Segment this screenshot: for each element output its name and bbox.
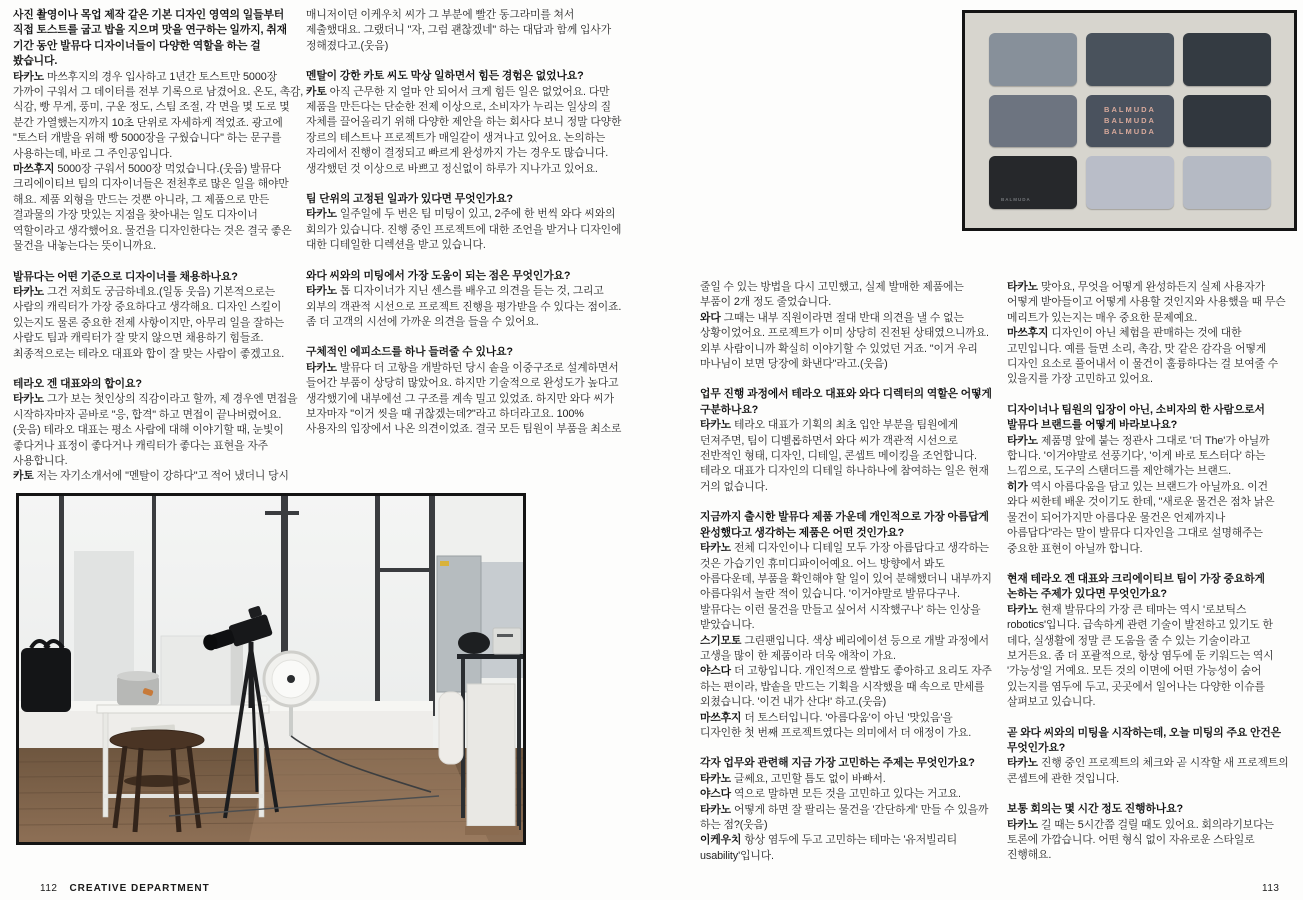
speaker-name: 타카노 — [1007, 281, 1038, 293]
interview-paragraph: 타카노 맞아요, 무엇을 어떻게 완성하든지 실제 사용자가 어떻게 받아들이고 어떻게 사용할 것인지와 사용했을 때 무슨 메리트가 있는지는 매우 중요한 문제예요. — [1007, 281, 1286, 324]
interview-question: 보통 회의는 몇 시간 정도 진행하나요? — [1007, 803, 1183, 816]
interview-paragraph: 타카노 제품명 앞에 붙는 정관사 그대로 '더 The'가 아닐까 합니다. '이거야말로 선풍기다', '이게 바로 토스터다' 하는 느낌으로, 도구의 스탠더드를 제안해가는 브랜드. — [1007, 434, 1270, 478]
color-sample-card — [989, 156, 1077, 209]
card-brand-label: BALMUDA — [1104, 127, 1156, 137]
footer-left — [40, 883, 210, 894]
color-sample-card — [1183, 156, 1271, 209]
interview-paragraph: 타카노 진행 중인 프로젝트의 체크와 곧 시작할 새 프로젝트의 콘셉트에 관한 것입니다. — [1007, 757, 1289, 785]
studio-photo — [16, 493, 526, 845]
cooking-pot — [117, 671, 159, 705]
rice-cooker — [458, 632, 490, 654]
sample-card-grid — [989, 33, 1271, 209]
speaker-name: 타카노 — [700, 419, 731, 432]
speaker-name: 타카노 — [700, 803, 731, 816]
interview-paragraph: 타카노 마쓰후지의 경우 입사하고 1년간 토스트만 5000장 가까이 구워서 그 데이터를 전부 기록으로 남겼어요. 온도, 촉감, 식감, 빵 무게, 풍미, 구운 정도, 스팀 조절, 각 면을 몇 도로 몇 분간 가열했는지까지 10초 단위로 자세하게 적었죠. 광고에 "토스터 개발을 위해 빵 5000장을 구웠습니다" 하는 문구를 사용하는데, 바로 그 주인공입니다. — [13, 70, 304, 160]
card-brand-label-small: BALMUDA — [1001, 197, 1031, 202]
speaker-name: 카토 — [306, 85, 327, 98]
interview-paragraph: 타카노 테라오 대표가 기획의 최초 입안 부분을 팀원에게 던져주면, 팀이 디벨롭하면서 와다 씨가 객관적 시선으로 전반적인 형태, 디자인, 디테일, 콘셉트 메이킹을 조언합니다. 테라오 대표가 디자인의 디테일 하나하나에 참여하는 일은 현재 거의 없습니다. — [700, 419, 989, 493]
lower-wall — [19, 711, 433, 753]
footer-right — [1262, 883, 1279, 894]
card-brand-label: BALMUDA — [1104, 105, 1156, 115]
interview-question: 발뮤다는 어떤 기준으로 디자이너를 채용하나요? — [13, 270, 238, 283]
interview-question: 디자이너나 팀원의 입장이 아닌, 소비자의 한 사람으로서 발뮤다 브랜드를 어떻게 바라보나요? — [1007, 403, 1265, 432]
speaker-name: 타카노 — [13, 70, 44, 83]
speaker-name: 마쓰후지 — [13, 163, 55, 176]
metal-panel — [437, 556, 481, 692]
interview-paragraph: 줄일 수 있는 방법을 다시 고민했고, 실제 발매한 제품에는 부품이 2개 정도 줄었습니다. — [700, 281, 964, 309]
interview-paragraph: 마쓰후지 더 토스터입니다. '아름다움'이 아닌 '맛있음'을 디자인한 첫 번째 프로젝트였다는 의미에서 더 애정이 가요. — [700, 711, 972, 739]
interview-question: 곧 와다 씨와의 미팅을 시작하는데, 오늘 미팅의 주요 안건은 무엇인가요? — [1007, 726, 1282, 754]
interview-paragraph: 타카노 톱 디자이너가 지닌 센스를 배우고 의견을 듣는 것, 그리고 외부의 객관적 시선으로 프로젝트 진행을 평가받을 수 있다는 점이죠. 좀 더 고객의 시선에 가까운 의견을 들을 수 있어요. — [306, 285, 622, 328]
speaker-name: 스기모토 — [700, 634, 742, 647]
interview-paragraph: 사진 촬영이나 목업 제작 같은 기본 디자인 영역의 일들부터 직접 토스트를 굽고 밥을 지으며 맛을 연구하는 일까지, 취재 기간 동안 발뮤다 디자이너들이 다양한 역할을 하는 걸 봤습니다. — [13, 9, 288, 68]
interview-question: 현재 테라오 겐 대표와 크리에이티브 팀이 가장 중요하게 논하는 주제가 있다면 무엇인가요? — [1007, 572, 1265, 601]
speaker-name: 이케우치 — [700, 834, 742, 847]
color-sample-card — [1086, 33, 1174, 86]
white-cylinder — [439, 692, 463, 764]
speaker-name: 타카노 — [700, 542, 731, 555]
interview-paragraph: 와다 그때는 내부 직원이라면 절대 반대 의견을 낼 수 없는 상황이었어요. 프로젝트가 이미 상당히 진전된 상태였으니까요. 외부 사람이니까 확실히 이야기할 수 있었던 거죠. "이거 우리 마나님이 보면 당장에 화낸다"라고.(웃음) — [700, 311, 989, 371]
interview-paragraph: 마쓰후지 디자인이 아닌 체험을 판매하는 것에 대한 고민입니다. 예를 들면 소리, 촉감, 맛 같은 감각을 어떻게 디자인 요소로 풀어내서 이 물건이 훌륭하다는 걸 보여줄 수 있을지를 가장 고민하고 있어요. — [1007, 327, 1279, 386]
speaker-name: 와다 — [700, 311, 721, 324]
interview-paragraph: 스기모토 그린팬입니다. 색상 베리에이션 등으로 개발 과정에서 고생을 많이 한 제품이라 더욱 애착이 가요. — [700, 634, 989, 662]
interview-paragraph: 매니저이던 이케우치 씨가 그 부분에 빨간 동그라미를 쳐서 제출했대요. 그랬더니 "자, 그럼 괜찮겠네" 하는 대답과 함께 입사가 정해졌다고.(웃음) — [306, 9, 612, 52]
color-sample-card — [989, 95, 1077, 148]
studio-photo-illustration — [19, 496, 523, 842]
interview-paragraph: 타카노 글쎄요, 고민할 틈도 없이 바빠서. — [700, 772, 886, 785]
interview-paragraph: 카토 아직 근무한 지 얼마 안 되어서 크게 힘든 일은 없었어요. 다만 제품을 만든다는 단순한 전제 이상으로, 소비자가 누리는 일상의 질 자체를 끌어올리기 위해 다양한 제안을 하는 회사다 보니 정말 다양한 장르의 테스트나 프로젝트가 매일같이 생겨나고 있어요. 논의하는 자리에서 진행이 결정되고 빠르게 완성까지 가는 경우도 많습니다. 생각했던 것 이상으로 바쁘고 정신없이 하루가 지나가고 있어요. — [306, 85, 622, 175]
interview-paragraph: 마쓰후지 5000장 구워서 5000장 먹었습니다.(웃음) 발뮤다 크리에이티브 팀의 디자이너들은 전천후로 많은 일을 해야만 해요. 제품 외형을 만드는 것뿐 아니라, 그 제품으로 만든 결과물의 가장 맛있는 지점을 찾아내는 일도 디자이너 역할이라고 생각했어요. 물건을 디자인한다는 것은 결국 좋은 물건을 내놓는다는 뜻이니까요. — [13, 163, 292, 253]
left-column-1 — [13, 8, 305, 485]
interview-paragraph: 타카노 어떻게 하면 잘 팔리는 물건을 '간단하게' 만들 수 있을까 하는 점?(웃음) — [700, 803, 989, 831]
speaker-name: 타카노 — [306, 361, 337, 374]
interview-paragraph: 타카노 그가 보는 첫인상의 직감이라고 할까, 제 경우엔 면접을 시작하자마자 곧바로 "응, 합격" 하고 면접이 끝나버렸어요.(웃음) 테라오 대표는 평소 사람에 대해 이야기할 때, 눈빛이 좋다거나 표정이 좋다거나 캐릭터가 좋다는 표현을 자주 사용합니다. — [13, 393, 298, 467]
speaker-name: 타카노 — [1007, 757, 1038, 770]
interview-paragraph: 타카노 길 때는 5시간쯤 걸릴 때도 있어요. 회의라기보다는 토론에 가깝습니다. 어떤 형식 없이 자유로운 스타일로 진행해요. — [1007, 818, 1274, 862]
color-sample-card — [1183, 95, 1271, 148]
interview-paragraph: 야스다 역으로 말하면 모든 것을 고민하고 있다는 거고요. — [700, 788, 961, 801]
white-box — [161, 636, 243, 705]
interview-question: 구체적인 에피소드를 하나 들려줄 수 있나요? — [306, 346, 513, 359]
toaster — [493, 628, 521, 654]
interview-question: 멘탈이 강한 카토 씨도 막상 일하면서 힘든 경험은 없었나요? — [306, 70, 584, 83]
interview-paragraph: 타카노 전체 디자인이나 디테일 모두 가장 아름답다고 생각하는 것은 가습기인 휴미디파이어예요. 어느 방향에서 봐도 아름다운데, 부품을 확인해야 할 일이 있어 분해했더니 내부까지 아름다워서 놀란 적이 있습니다. '이거야말로 발뮤다구나. 발뮤다는 이런 물건을 만들고 싶어서 시작했구나' 하는 인상을 받았습니다. — [700, 542, 992, 632]
interview-paragraph: 야스다 더 고항입니다. 개인적으로 쌀밥도 좋아하고 요리도 자주 하는 편이라, 밥솥을 만드는 기획을 시작했을 때 속으로 만세를 외쳤습니다. '이건 내가 산다!' 하고.(웃음) — [700, 665, 992, 709]
speaker-name: 마쓰후지 — [700, 711, 742, 724]
color-sample-card — [989, 33, 1077, 86]
left-column-2 — [306, 8, 628, 438]
color-sample-card — [1183, 33, 1271, 86]
speaker-name: 타카노 — [1007, 434, 1038, 447]
interview-question: 지금까지 출시한 발뮤다 제품 가운데 개인적으로 가장 아름답게 완성했다고 생각하는 제품은 어떤 것인가요? — [700, 511, 989, 539]
interview-paragraph: 카토 저는 자기소개서에 "멘탈이 강하다"고 적어 냈더니 당시 — [13, 470, 289, 483]
section-title: CREATIVE DEPARTMENT — [69, 883, 210, 894]
interview-question: 업무 진행 과정에서 테라오 대표와 와다 디렉터의 역할은 어떻게 구분하나요? — [700, 388, 992, 416]
card-brand-label: BALMUDA — [1104, 116, 1156, 126]
right-column-1 — [700, 280, 996, 864]
speaker-name: 타카노 — [306, 285, 337, 298]
speaker-name: 카토 — [13, 470, 34, 483]
wood-plinth — [465, 826, 519, 835]
speaker-name: 야스다 — [700, 788, 731, 801]
page-number-right: 113 — [1262, 883, 1280, 894]
speaker-name: 타카노 — [700, 772, 731, 785]
interview-question: 테라오 겐 대표와의 합이요? — [13, 377, 142, 390]
speaker-name: 타카노 — [306, 208, 337, 221]
speaker-name: 타카노 — [13, 393, 44, 406]
interview-paragraph: 타카노 일주일에 두 번은 팀 미팅이 있고, 2주에 한 번씩 와다 씨와의 회의가 있습니다. 진행 중인 프로젝트에 대한 조언을 받거나 디자인에 대한 디테일한 디렉션을 받고 있습니다. — [306, 208, 622, 252]
speaker-name: 타카노 — [13, 285, 44, 298]
white-cabinet — [467, 684, 515, 826]
interview-paragraph: 타카노 발뮤다 더 고항을 개발하던 당시 솥을 이중구조로 설계하면서 들어간 부품이 상당히 많았어요. 하지만 기술적으로 완성도가 높다고 생각했기에 내부에선 그 구조를 계속 밀고 있었죠. 하지만 와다 씨가 보자마자 "이거 씻을 때 귀찮겠는데?"라고 하더라고요. 100% 사용자의 입장에서 나온 의견이었죠. 결국 모든 팀원이 부품을 최소로 — [306, 361, 622, 436]
tile-wall — [481, 562, 523, 678]
interview-paragraph: 이케우치 항상 염두에 두고 고민하는 테마는 '유저빌리티 usability'입니다. — [700, 834, 958, 862]
interview-question: 와다 씨와의 미팅에서 가장 도움이 되는 점은 무엇인가요? — [306, 269, 571, 282]
speaker-name: 타카노 — [1007, 603, 1038, 616]
interview-paragraph: 히가 역시 아름다움을 담고 있는 브랜드가 아닐까요. 이건 와다 씨한테 배운 것이기도 한데, "새로운 물건은 점차 낡은 물건이 되어가지만 아름다운 물건은 언제까지나 아름답다"라는 말이 발뮤다 디자인을 그대로 설명해주는 중요한 표현이 아닐까 합니다. — [1007, 480, 1275, 555]
color-samples-photo — [962, 10, 1297, 231]
interview-question: 팀 단위의 고정된 일과가 있다면 무엇인가요? — [306, 193, 513, 206]
page-number-left: 112 — [40, 883, 58, 894]
yellow-sticker — [440, 561, 449, 566]
speaker-name: 히가 — [1007, 480, 1028, 493]
speaker-name: 타카노 — [1007, 818, 1038, 831]
interview-paragraph: 타카노 현재 발뮤다의 가장 큰 테마는 역시 '로보틱스 robotics'입니다. 급속하게 관련 기술이 발전하고 있기도 한 데다, 실생활에 정말 큰 도움을 줄 수 있는 기술이라고 보거든요. 좀 더 포괄적으로, 항상 염두에 둔 키워드는 역시 '가능성'일 거예요. 모든 것의 이면에 어떤 가능성이 숨어 있는지를 염두에 두고, 곳곳에서 일어나는 다양한 이슈를 살펴보고 있습니다. — [1007, 603, 1274, 709]
speaker-name: 야스다 — [700, 665, 731, 678]
interview-paragraph: 타카노 그건 저희도 궁금하네요.(일동 웃음) 기본적으로는 사람의 캐릭터가 가장 중요하다고 생각해요. 디자인 스킬이 있는지도 물론 중요한 전제 사항이지만, 아무리 일을 잘하는 사람도 팀과 캐릭터가 잘 맞지 않으면 채용하기 힘들죠. 최종적으로는 테라오 대표와 합이 잘 맞는 사람이 좋겠고요. — [13, 285, 285, 360]
color-sample-card — [1086, 156, 1174, 209]
color-sample-card — [1086, 95, 1174, 148]
speaker-name: 마쓰후지 — [1007, 327, 1049, 340]
interview-question: 각자 업무와 관련해 지금 가장 고민하는 주제는 무엇인가요? — [700, 757, 975, 770]
right-column-2 — [1007, 280, 1291, 864]
tote-bag — [21, 641, 71, 712]
